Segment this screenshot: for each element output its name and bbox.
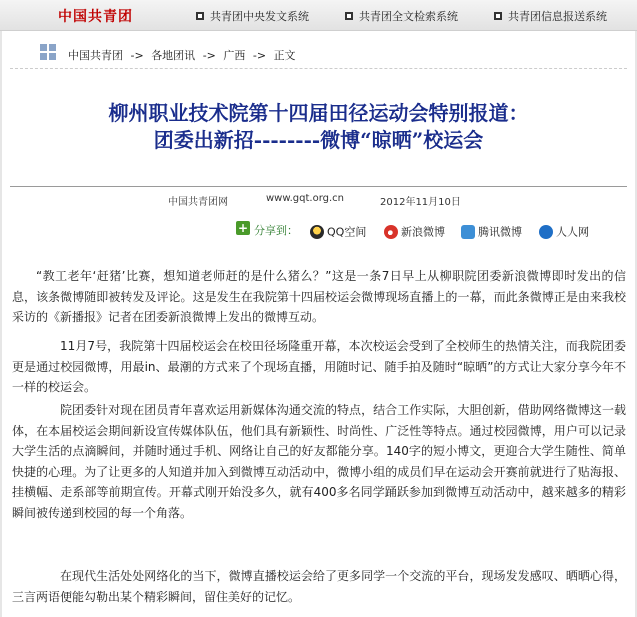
article-paragraph: 11月7号，我院第十四届校运会在校田径场隆重开幕，本次校运会受到了全校师生的热情关注，而我院团委更是通过校园微博，用最in、最潮的方式来了个现场直播，用随时记、随手拍及随时“晾晒”的方式让大家分享今年不一样的校运会。 [12, 339, 626, 394]
top-link-search[interactable]: 共青团全文检索系统 [345, 8, 458, 24]
share-label: 分享到： [254, 224, 298, 237]
breadcrumb-separator: -> [202, 49, 216, 62]
share-sina-weibo[interactable]: 新浪微博 [384, 221, 445, 237]
breadcrumb-local-news[interactable]: 各地团讯 [151, 49, 196, 62]
frame-left [0, 31, 2, 617]
article-title-line2: 团委出新招--------微博“晾晒”校运会 [153, 128, 484, 152]
square-bullet-icon [196, 12, 204, 20]
breadcrumb-separator: -> [252, 49, 267, 62]
article-paragraph: 在现代生活处处网络化的当下，微博直播校运会给了更多同学一个交流的平台，现场发发感叹、晒晒心得，三言两语便能勾勒出某个精彩瞬间，留住美好的记忆。 [12, 569, 626, 604]
breadcrumb-guangxi[interactable]: 广西 [223, 49, 246, 62]
site-brand[interactable]: 中国共青团 [58, 9, 133, 25]
square-bullet-icon [494, 12, 502, 20]
breadcrumb-current: 正文 [273, 49, 296, 62]
divider [10, 186, 627, 187]
top-bar [0, 0, 637, 31]
qzone-icon [310, 225, 324, 239]
article-paragraph: “教工老年‘赶猪’比赛，想知道老师赶的是什么猪么？”这是一条7日早上从柳职院团委新浪微博即时发出的信息，该条微博随即被转发及评论。这是发生在我院第十四届校运会微博现场直播上的一幕，而此条微博正是由来我校采访的《新播报》记者在团委新浪微博上发出的微博互动。 [12, 269, 626, 324]
divider [10, 68, 627, 69]
article-paragraph: 院团委针对现在团员青年喜欢运用新媒体沟通交流的特点，结合工作实际，大胆创新，借助网络微博这一载体，在本届校运会期间新设宣传媒体队伍，他们具有新颖性、时尚性、广泛性等特点。通过校园微博，用户可以记录大学生活的点滴瞬间，并随时通过手机、网络让自己的好友都能分享。140字的短小博文，更迎合大学生随性、简单快捷的心理。为了让更多的人知道并加入到微博互动活动中，微博小组的成员们早在运动会开赛前就进行了贴海报、挂横幅、走系部等前期宣传。开幕式刚开始没多久，就有400多名同学踊跃参加到微博互动活动中，越来越多的精彩瞬间被传递到校园的每一个角落。 [12, 403, 626, 520]
breadcrumb-separator: -> [130, 49, 144, 62]
share-qzone[interactable]: QQ空间 [310, 221, 366, 237]
share-plus-icon[interactable]: + [237, 221, 249, 235]
renren-icon [539, 225, 553, 239]
article-date: 2012年11月10日 [380, 197, 461, 208]
article-source: 中国共青团网 [168, 197, 228, 208]
article-url[interactable]: www.gqt.org.cn [266, 193, 345, 204]
tencent-weibo-icon [461, 225, 475, 239]
share-renren[interactable]: 人人网 [539, 221, 589, 237]
breadcrumb [68, 47, 300, 63]
top-link-documents[interactable]: 共青团中央发文系统 [196, 8, 309, 24]
grid-icon [40, 44, 56, 60]
breadcrumb-home[interactable]: 中国共青团 [68, 49, 123, 62]
share-tencent-weibo[interactable]: 腾讯微博 [461, 221, 522, 237]
top-link-reporting[interactable]: 共青团信息报送系统 [494, 8, 607, 24]
article-title-line1: 柳州职业技术院第十四届田径运动会特别报道： [108, 101, 529, 125]
sina-weibo-icon [384, 225, 398, 239]
square-bullet-icon [345, 12, 353, 20]
